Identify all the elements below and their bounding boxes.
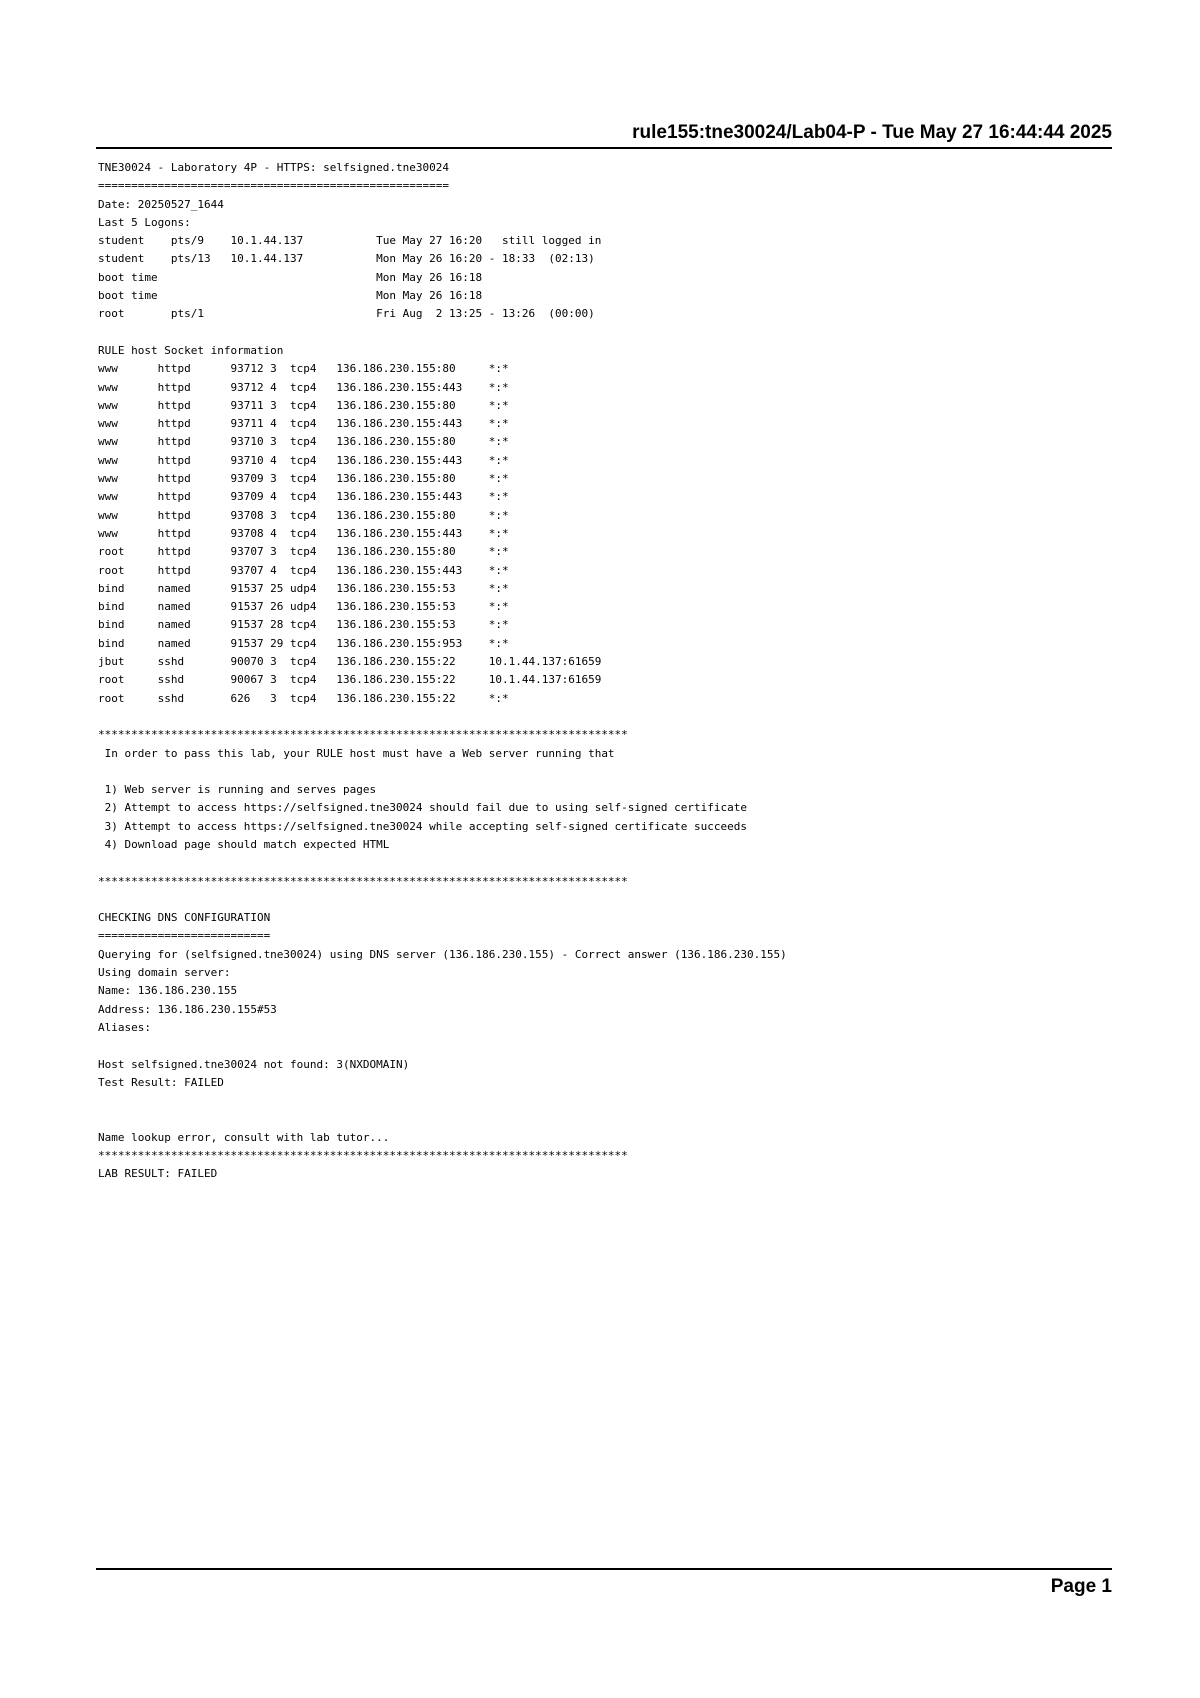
report-line: ******************************************************************************** [98, 1149, 628, 1163]
report-line: www httpd 93712 4 tcp4 136.186.230.155:443 *:* [98, 380, 509, 394]
report-line: www httpd 93712 3 tcp4 136.186.230.155:80 *:* [98, 362, 509, 376]
report-line: Test Result: FAILED [98, 1075, 224, 1089]
report-line: boot time Mon May 26 16:18 [98, 289, 483, 303]
report-line: www httpd 93711 3 tcp4 136.186.230.155:80 *:* [98, 398, 509, 412]
report-line: www httpd 93709 3 tcp4 136.186.230.155:80 *:* [98, 472, 509, 486]
report-line [98, 324, 1108, 342]
report-line: www httpd 93711 4 tcp4 136.186.230.155:443 *:* [98, 417, 509, 431]
report-line: 2) Attempt to access https://selfsigned.tne30024 should fail due to using self-signed certificate [98, 801, 748, 815]
report-line: ******************************************************************************** [98, 728, 628, 742]
report-line: TNE30024 - Laboratory 4P - HTTPS: selfsigned.tne30024 [98, 161, 449, 174]
report-line: Aliases: [98, 1020, 151, 1034]
report-line: In order to pass this lab, your RULE host must have a Web server running that [98, 746, 615, 760]
report-line [98, 708, 1108, 726]
report-line: www httpd 93708 4 tcp4 136.186.230.155:443 *:* [98, 526, 509, 540]
report-line: bind named 91537 29 tcp4 136.186.230.155:953 *:* [98, 636, 509, 650]
report-line: Address: 136.186.230.155#53 [98, 1002, 277, 1016]
report-line: root sshd 626 3 tcp4 136.186.230.155:22 *:* [98, 691, 509, 705]
report-line: jbut sshd 90070 3 tcp4 136.186.230.155:22 10.1.44.137:61659 [98, 655, 602, 669]
report-line: Last 5 Logons: [98, 215, 191, 229]
report-line: ******************************************************************************** [98, 874, 628, 888]
report-line [98, 891, 1108, 909]
report-line: RULE host Socket information [98, 343, 284, 357]
report-line [98, 1092, 1108, 1110]
report-line: www httpd 93709 4 tcp4 136.186.230.155:443 *:* [98, 490, 509, 504]
report-line: bind named 91537 28 tcp4 136.186.230.155:53 *:* [98, 618, 509, 632]
report-line: student pts/9 10.1.44.137 Tue May 27 16:20 still logged in [98, 234, 602, 248]
report-line: boot time Mon May 26 16:18 [98, 270, 483, 284]
report-line: 3) Attempt to access https://selfsigned.tne30024 while accepting self-signed certificate succeeds [98, 819, 748, 833]
report-line: 1) Web server is running and serves pages [98, 783, 377, 797]
report-line: root sshd 90067 3 tcp4 136.186.230.155:22 10.1.44.137:61659 [98, 673, 602, 687]
report-line: ===================================================== [98, 179, 449, 193]
report-body [98, 159, 1108, 1184]
report-line: CHECKING DNS CONFIGURATION [98, 911, 271, 925]
footer-divider [96, 1568, 1112, 1570]
report-line: bind named 91537 25 udp4 136.186.230.155:53 *:* [98, 581, 509, 595]
report-line: www httpd 93710 4 tcp4 136.186.230.155:443 *:* [98, 453, 509, 467]
report-line: root pts/1 Fri Aug 2 13:25 - 13:26 (00:00) [98, 307, 595, 321]
report-line: Name: 136.186.230.155 [98, 984, 238, 998]
page-header-title: rule155:tne30024/Lab04-P - Tue May 27 16:44:44 2025 [632, 122, 1112, 143]
report-line: root httpd 93707 3 tcp4 136.186.230.155:80 *:* [98, 545, 509, 559]
report-line: Name lookup error, consult with lab tutor... [98, 1130, 390, 1144]
report-line: Using domain server: [98, 966, 231, 980]
report-line: 4) Download page should match expected HTML [98, 837, 390, 851]
report-line: LAB RESULT: FAILED [98, 1167, 218, 1181]
report-line [98, 763, 1108, 781]
report-line: Date: 20250527_1644 [98, 197, 224, 211]
report-line: ========================== [98, 929, 271, 943]
report-line [98, 1037, 1108, 1055]
report-line: student pts/13 10.1.44.137 Mon May 26 16:20 - 18:33 (02:13) [98, 252, 595, 266]
report-line: www httpd 93710 3 tcp4 136.186.230.155:80 *:* [98, 435, 509, 449]
report-line: Host selfsigned.tne30024 not found: 3(NXDOMAIN) [98, 1057, 410, 1071]
report-line [98, 1110, 1108, 1128]
report-line: root httpd 93707 4 tcp4 136.186.230.155:443 *:* [98, 563, 509, 577]
header-divider [96, 147, 1112, 149]
report-line: www httpd 93708 3 tcp4 136.186.230.155:80 *:* [98, 508, 509, 522]
page-number: Page 1 [1050, 1576, 1112, 1597]
report-line [98, 854, 1108, 872]
report-line: Querying for (selfsigned.tne30024) using DNS server (136.186.230.155) - Correct answer (136.186.230.155) [98, 947, 787, 961]
report-line: bind named 91537 26 udp4 136.186.230.155:53 *:* [98, 600, 509, 614]
